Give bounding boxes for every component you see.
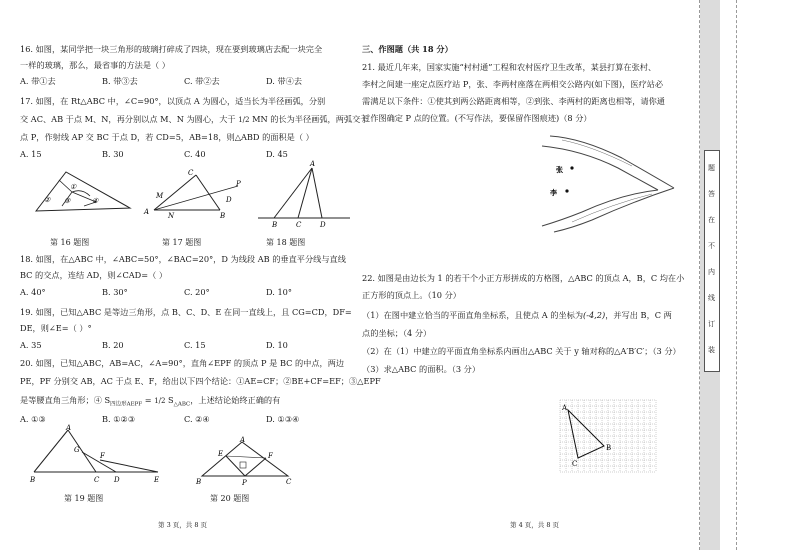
q21-line1: 21. 最近几年来，国家实施“村村通”工程和农村医疗卫生改革，某县打算在张村、 xyxy=(362,62,657,72)
seal-char-1: 题 xyxy=(708,164,715,172)
q20-option-d[interactable]: D. ①③④ xyxy=(266,414,300,424)
q19-option-b[interactable]: B. 20 xyxy=(102,340,124,350)
q22-line3: （1）在图中建立恰当的平面直角坐标系，且使点 A 的坐标为(-4,2)，并写出 B，C 两 xyxy=(362,310,672,320)
left-footer: 第 3 页，共 8 页 xyxy=(158,521,208,529)
caption-20: 第 20 题图 xyxy=(210,494,250,503)
q20-fraction: 1/2 xyxy=(154,397,166,405)
svg-text:F: F xyxy=(268,452,273,460)
label-zhang: 张 xyxy=(556,165,563,174)
q19-line2: DE，则∠E=（ ）° xyxy=(20,323,92,333)
q17-options xyxy=(20,149,348,159)
q18-options xyxy=(20,287,348,297)
q20-option-b[interactable]: B. ①②③ xyxy=(102,414,136,424)
figure-22-grid xyxy=(556,396,662,476)
svg-text:A: A xyxy=(144,208,150,216)
seal-char-3: 在 xyxy=(708,216,715,224)
q18-line2: BC 的交点，连结 AD，则∠CAD=（ ） xyxy=(20,270,168,280)
svg-text:B: B xyxy=(220,212,226,220)
seal-char-2: 答 xyxy=(708,190,715,198)
svg-text:E: E xyxy=(218,450,224,458)
figure-20 xyxy=(196,438,296,488)
q19-option-c[interactable]: C. 15 xyxy=(184,340,206,350)
q20-option-a[interactable]: A. ①③ xyxy=(20,414,46,424)
cut-line xyxy=(699,0,700,550)
figure-18 xyxy=(254,160,354,230)
svg-text:①: ① xyxy=(70,183,77,191)
seal-char-7: 订 xyxy=(708,320,715,328)
svg-text:A: A xyxy=(310,160,316,168)
svg-text:C: C xyxy=(188,169,194,177)
svg-text:B: B xyxy=(272,221,278,229)
figure-16 xyxy=(26,166,136,226)
right-footer: 第 4 页，共 8 页 xyxy=(510,521,560,529)
svg-text:A: A xyxy=(562,404,568,412)
svg-text:C: C xyxy=(286,478,292,486)
q22-coordinate: (-4,2) xyxy=(583,310,606,320)
q22-line4: 点的坐标；（4 分） xyxy=(362,328,432,338)
svg-text:N: N xyxy=(168,212,175,220)
q20-line2: PE，PF 分别交 AB，AC 于点 E、F，给出以下四个结论：①AE=CF；②BE+CF=EF；③△EPF xyxy=(20,376,381,386)
svg-text:C: C xyxy=(572,460,578,468)
q17-fraction: 1/2 xyxy=(238,116,250,124)
q16-option-c[interactable]: C. 带②去 xyxy=(184,76,220,86)
svg-text:P: P xyxy=(236,180,241,188)
q18-line1: 18. 如图，在△ABC 中，∠ABC=50°，∠BAC=20°，D 为线段 AB 的垂直平分线与直线 xyxy=(20,254,346,264)
q17-option-b[interactable]: B. 30 xyxy=(102,149,124,159)
q19-line1: 19. 如图，已知△ABC 是等边三角形，点 B、C、D、E 在同一直线上，且 CG=CD，DF= xyxy=(20,307,352,317)
svg-text:②: ② xyxy=(44,196,51,204)
q20-option-c[interactable]: C. ②④ xyxy=(184,414,210,424)
svg-text:G: G xyxy=(74,446,80,454)
svg-text:B: B xyxy=(30,476,36,484)
q16-line1: 16. 如图，某同学把一块三角形的玻璃打碎成了四块，现在要到玻璃店去配一块完全 xyxy=(20,44,323,54)
q17-option-d[interactable]: D. 45 xyxy=(266,149,288,159)
q20-options xyxy=(20,414,348,424)
section-title: 三、作图题（共 18 分） xyxy=(362,44,453,54)
q16-line2: 一样的玻璃，那么，最省事的方法是（ ） xyxy=(20,60,170,70)
svg-text:C: C xyxy=(296,221,302,229)
caption-16: 第 16 题图 xyxy=(50,238,90,247)
q22-line2: 正方形的顶点上。（10 分） xyxy=(362,290,461,300)
svg-text:F: F xyxy=(100,452,105,460)
q16-options xyxy=(20,76,348,87)
figure-17 xyxy=(142,166,252,226)
svg-text:D: D xyxy=(320,221,326,229)
caption-19: 第 19 题图 xyxy=(64,494,104,503)
svg-text:P: P xyxy=(242,479,247,487)
seal-char-5: 内 xyxy=(708,268,715,276)
svg-text:B: B xyxy=(196,478,202,486)
svg-text:B: B xyxy=(606,444,612,452)
label-li: 李 xyxy=(550,188,557,197)
q17-line2: 交 AC、AB 于点 M、N，再分别以点 M、N 为圆心，大于 1/2 MN 的长为半径画弧，两弧交于 xyxy=(20,114,369,124)
svg-text:A: A xyxy=(66,424,72,432)
seal-char-8: 装 xyxy=(708,346,715,354)
seal-notice-box xyxy=(704,150,720,372)
q18-option-c[interactable]: C. 20° xyxy=(184,287,210,297)
cut-line-outer xyxy=(736,0,737,550)
q17-option-a[interactable]: A. 15 xyxy=(20,149,42,159)
q21-line3: 需满足以下条件：①使其到两公路距离相等，②到张、李两村的距离也相等，请你通 xyxy=(362,96,665,106)
q18-option-d[interactable]: D. 10° xyxy=(266,287,292,297)
q19-options xyxy=(20,340,348,350)
q21-line4: 过作图确定 P 点的位置。(不写作法，要保留作图痕迹)（8 分） xyxy=(362,113,592,123)
svg-text:A: A xyxy=(240,436,246,444)
svg-text:E: E xyxy=(154,476,160,484)
seal-char-4: 不 xyxy=(708,242,715,250)
q16-option-a[interactable]: A. 带①去 xyxy=(20,76,56,86)
figure-21-roads xyxy=(542,132,678,232)
q18-option-b[interactable]: B. 30° xyxy=(102,287,128,297)
q21-line2: 李村之间建一座定点医疗站 P，张、李两村座落在两相交公路内(如下图)，医疗站必 xyxy=(362,79,664,89)
svg-text:④: ④ xyxy=(92,197,99,205)
q16-option-d[interactable]: D. 带④去 xyxy=(266,76,303,86)
q16-option-b[interactable]: B. 带③去 xyxy=(102,76,138,86)
q20-line3: 是等腰直角三角形；④ $S_{四边形AEPF} = 1/2$ $S_{\triangle ABC}$，上述结论始终正确的有 xyxy=(20,395,281,408)
svg-text:③: ③ xyxy=(64,197,71,205)
q17-line1: 17. 如图，在 Rt△ABC 中，∠C=90°，以顶点 A 为圆心，适当长为半径画弧，分别 xyxy=(20,96,326,106)
seal-char-6: 线 xyxy=(708,294,715,302)
q19-option-d[interactable]: D. 10 xyxy=(266,340,288,350)
svg-text:D: D xyxy=(226,196,232,204)
caption-17: 第 17 题图 xyxy=(162,238,202,247)
q17-option-c[interactable]: C. 40 xyxy=(184,149,206,159)
svg-text:M: M xyxy=(156,192,164,200)
q20-line1: 20. 如图，已知△ABC，AB=AC，∠A=90°，直角∠EPF 的顶点 P 是 BC 的中点，两边 xyxy=(20,358,345,368)
q19-option-a[interactable]: A. 35 xyxy=(20,340,42,350)
q17-line3: 点 P，作射线 AP 交 BC 于点 D，若 CD=5，AB=18，则△ABD 的面积是（ ） xyxy=(20,132,314,142)
q22-line5: （2）在（1）中建立的平面直角坐标系内画出△ABC 关于 y 轴对称的△A′B′C′；（3 分） xyxy=(362,346,681,356)
svg-text:D: D xyxy=(114,476,120,484)
q18-option-a[interactable]: A. 40° xyxy=(20,287,46,297)
figure-19 xyxy=(30,424,170,486)
q22-line1: 22. 如图是由边长为 1 的若干个小正方形拼成的方格图，△ABC 的顶点 A，B，C 均在小 xyxy=(362,273,685,283)
caption-18: 第 18 题图 xyxy=(266,238,306,247)
q22-line6: （3）求△ABC 的面积。（3 分） xyxy=(362,364,481,374)
svg-text:C: C xyxy=(94,476,100,484)
